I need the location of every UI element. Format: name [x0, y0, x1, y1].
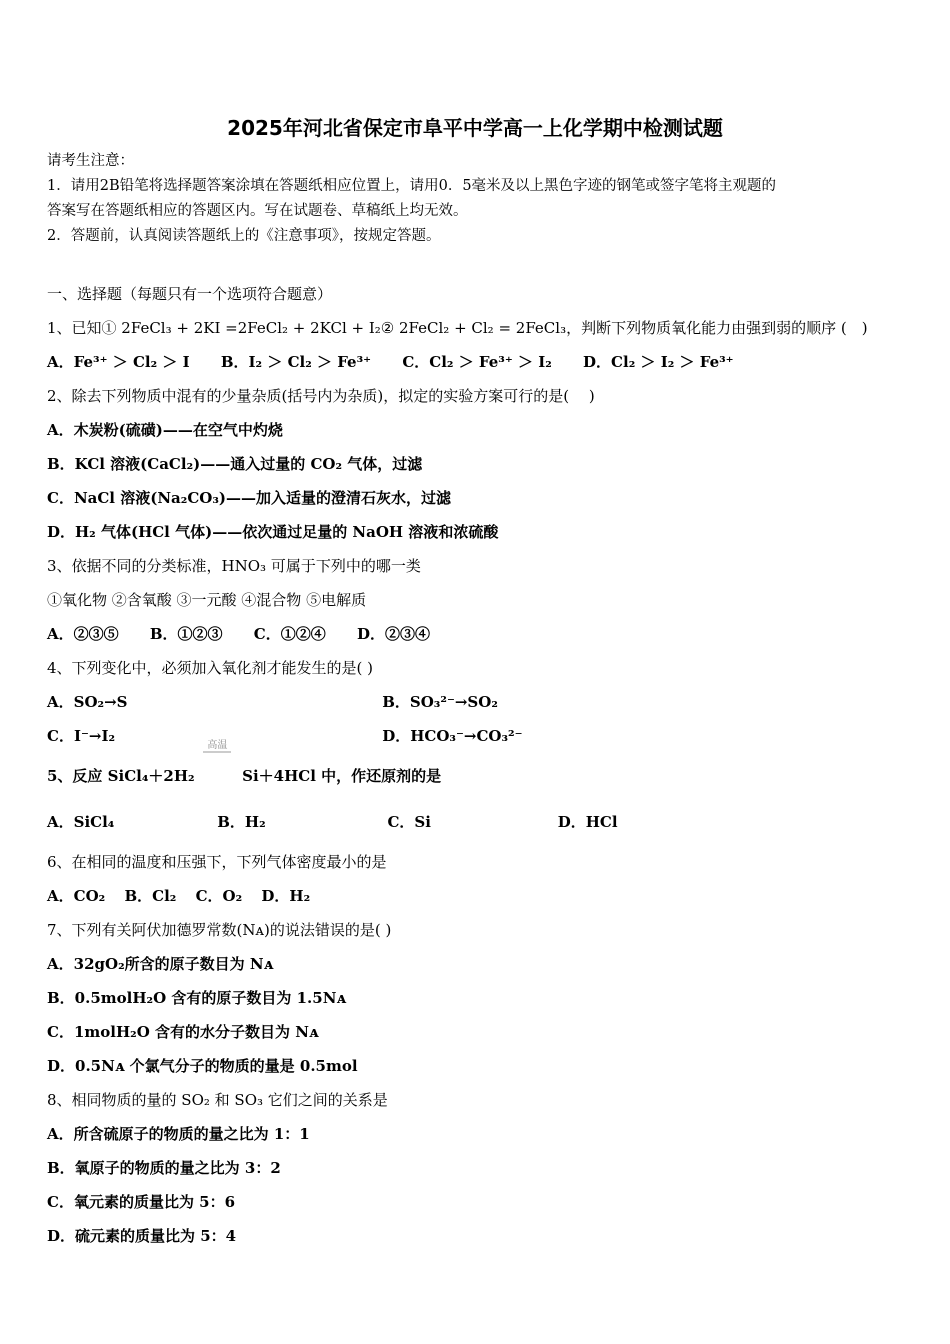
- option-b: B．0.5molH₂O 含有的原子数目为 1.5Nᴀ: [47, 989, 347, 1007]
- option-c: C．I⁻→I₂: [47, 727, 116, 745]
- option-d: D．HCO₃⁻→CO₃²⁻: [382, 727, 523, 745]
- option-b: B．I₂ ＞ Cl₂ ＞ Fe³⁺: [220, 353, 372, 371]
- option-d: D．硫元素的质量比为 5：4: [47, 1227, 237, 1245]
- questions: [47, 277, 907, 1253]
- option-b: B．H₂: [217, 813, 266, 831]
- reaction-arrow: [203, 740, 233, 799]
- option-c: C．NaCl 溶液(Na₂CO₃)——加入适量的澄清石灰水，过滤: [47, 489, 451, 507]
- option-d: D．H₂ 气体(HCl 气体)——依次通过足量的 NaOH 溶液和浓硫酸: [47, 523, 499, 541]
- question-6-stem: 6、在相同的温度和压强下，下列气体密度最小的是: [47, 853, 387, 871]
- question-5-stem: [47, 740, 907, 799]
- option-a: A．木炭粉(硫磺)——在空气中灼烧: [47, 421, 283, 439]
- question-5-stem-post: Si＋4HCl 中，作还原剂的是: [242, 767, 442, 785]
- option-b: B．Cl₂: [124, 887, 177, 905]
- option-c: C．氧元素的质量比为 5：6: [47, 1193, 236, 1211]
- notes-heading: 请考生注意：: [47, 153, 134, 169]
- option-d: D．0.5Nᴀ 个氯气分子的物质的量是 0.5mol: [47, 1057, 358, 1075]
- question-3-items: ①氧化物 ②含氧酸 ③一元酸 ④混合物 ⑤电解质: [47, 591, 367, 609]
- option-b: B．SO₃²⁻→SO₂: [382, 693, 498, 711]
- option-b: B．氧原子的物质的量之比为 3：2: [47, 1159, 281, 1177]
- question-3-options: [47, 617, 907, 651]
- option-c: C．Si: [387, 813, 431, 831]
- question-7-stem: 7、下列有关阿伏加德罗常数(Nᴀ)的说法错误的是( ): [47, 921, 392, 939]
- option-d: D．HCl: [557, 813, 618, 831]
- question-5-stem-pre: 5、反应 SiCl₄＋2H₂: [47, 767, 195, 785]
- option-a: A．Fe³⁺ ＞ Cl₂ ＞ I: [47, 353, 190, 371]
- option-d: D．Cl₂ ＞ I₂ ＞ Fe³⁺: [583, 353, 734, 371]
- reaction-condition: 高温: [203, 741, 231, 753]
- question-5-options: [47, 799, 907, 845]
- option-a: A．CO₂: [47, 887, 106, 905]
- question-4-options-row2: [47, 719, 907, 753]
- question-1-options: [47, 345, 907, 379]
- question-1-stem: 1、已知① 2FeCl₃ + 2KI =2FeCl₂ + 2KCl + I₂② 2FeCl₂ + Cl₂ = 2FeCl₃，判断下列物质氧化能力由强到弱的顺序 ( ): [47, 319, 868, 337]
- option-b: B．KCl 溶液(CaCl₂)——通入过量的 CO₂ 气体，过滤: [47, 455, 423, 473]
- option-a: A．SiCl₄: [47, 813, 115, 831]
- option-c: C．①②④: [253, 625, 326, 643]
- option-c: C．Cl₂ ＞ Fe³⁺ ＞ I₂: [402, 353, 552, 371]
- section-heading: 一、选择题（每题只有一个选项符合题意）: [47, 285, 333, 303]
- question-8-stem: 8、相同物质的量的 SO₂ 和 SO₃ 它们之间的关系是: [47, 1091, 388, 1109]
- page-title: 2025年河北省保定市阜平中学高一上化学期中检测试题: [227, 116, 723, 140]
- option-a: A．所含硫原子的物质的量之比为 1：1: [47, 1125, 310, 1143]
- notes-line: 答案写在答题纸相应的答题区内。写在试题卷、草稿纸上均无效。: [47, 203, 468, 219]
- notes-block: [47, 149, 897, 249]
- notes-line: 1．请用2B铅笔将选择题答案涂填在答题纸相应位置上，请用0．5毫米及以上黑色字迹的钢笔或签字笔将主观题的: [47, 178, 777, 194]
- notes-line: 2．答题前，认真阅读答题纸上的《注意事项》，按规定答题。: [47, 228, 441, 244]
- question-6-options: [47, 879, 907, 913]
- question-2-stem: 2、除去下列物质中混有的少量杂质(括号内为杂质)，拟定的实验方案可行的是( ): [47, 387, 595, 405]
- question-4-stem: 4、下列变化中，必须加入氧化剂才能发生的是( ): [47, 659, 374, 677]
- option-a: A．32gO₂所含的原子数目为 Nᴀ: [47, 955, 274, 973]
- question-3-stem: 3、依据不同的分类标准，HNO₃ 可属于下列中的哪一类: [47, 557, 421, 575]
- option-a: A．SO₂→S: [47, 693, 128, 711]
- option-c: C．1molH₂O 含有的水分子数目为 Nᴀ: [47, 1023, 319, 1041]
- option-c: C．O₂: [195, 887, 243, 905]
- option-d: D．H₂: [261, 887, 311, 905]
- question-4-options-row1: [47, 685, 907, 719]
- option-d: D．②③④: [356, 625, 430, 643]
- option-a: A．②③⑤: [47, 625, 119, 643]
- option-b: B．①②③: [149, 625, 223, 643]
